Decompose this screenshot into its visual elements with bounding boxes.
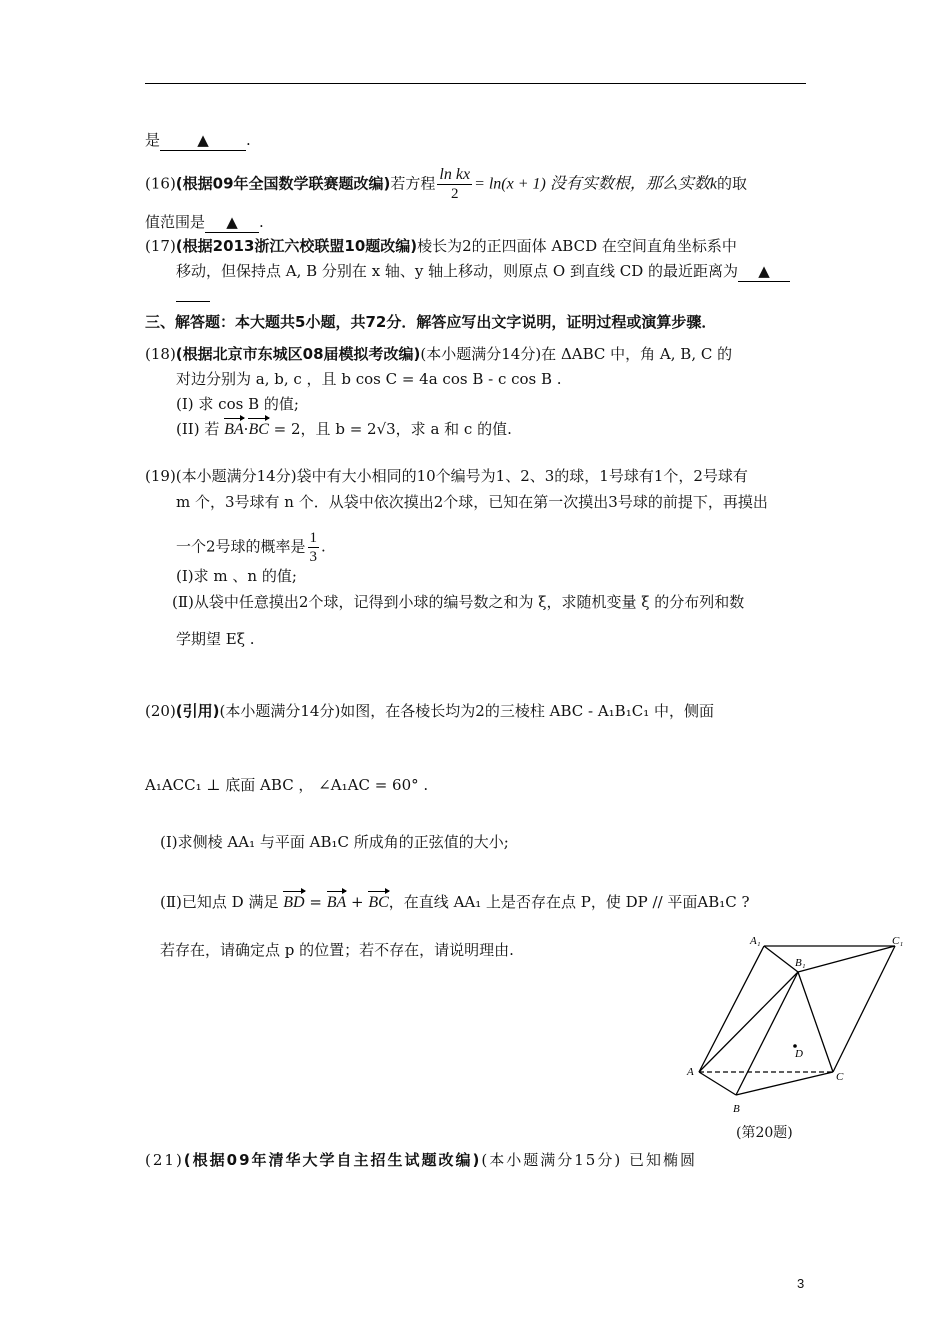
q19-line3: 一个2号球的概率是 $\frac{1}{3}$ . <box>176 530 326 565</box>
label-b1: B₁ <box>795 957 806 969</box>
q20-source: (引用) <box>175 702 220 720</box>
vector-ba: BA <box>224 421 244 438</box>
edge-a1a <box>699 946 764 1072</box>
section-heading: 三、解答题：本大题共5小题，共72分．解答应写出文字说明，证明过程或演算步骤． <box>145 313 717 331</box>
q17-line1: (17)(根据2013浙江六校联盟10题改编)棱长为2的正四面体 ABCD 在空间直角坐标系中 <box>145 237 737 255</box>
vector-ba: BA <box>326 894 347 911</box>
q19-line4: (Ⅰ)求 m 、n 的值; <box>176 567 297 585</box>
label-c1: C₁ <box>892 935 904 947</box>
q16-line2: 值范围是 ▲ . <box>145 213 264 231</box>
q20-line2: A₁ACC₁ ⊥ 底面 ABC ， ∠A₁AC = 60° . <box>145 776 429 794</box>
q20-line4: (Ⅱ)已知点 D 满足 BD = BA + BC，在直线 AA₁ 上是否存在点 P，使 DP // 平面AB₁C ? <box>160 893 750 911</box>
q18-line1: (18)(根据北京市东城区08届模拟考改编)(本小题满分14分)在 ΔABC 中，角 A, B, C 的 <box>145 345 733 363</box>
edge-b1b <box>736 972 798 1095</box>
edge-b1c <box>798 972 833 1072</box>
edge-c1c <box>833 946 895 1072</box>
q17-blank-cont <box>176 287 210 307</box>
edge-b1c1 <box>798 946 895 972</box>
label-d: D <box>795 1048 803 1060</box>
answer-blank: ▲ <box>205 212 259 233</box>
q17-line2: 移动，但保持点 A, B 分别在 x 轴、y 轴上移动，则原点 O 到直线 CD 的最近距离为 ▲ <box>176 261 790 282</box>
edge-ab <box>699 1072 736 1095</box>
q16-line1: (16)(根据09年全国数学联赛题改编)若方程 $\frac{\text{ln kx}}{2}$ = ln(x + 1) 没有实数根，那么实数k的取 <box>145 166 747 202</box>
label-a1: A₁ <box>750 935 761 947</box>
label-c: C <box>836 1071 844 1083</box>
answer-blank: ▲ <box>160 130 246 151</box>
q15-tail: 是 ▲ . <box>145 131 251 149</box>
q19-line1: (19)(本小题满分14分)袋中有大小相同的10个编号为1、2、3的球，1号球有1个，2号球有 <box>145 467 748 485</box>
q18-line3: (I) 求 cos B 的值; <box>176 395 299 413</box>
q16-fraction: $\frac{\text{ln kx}}{2}$ <box>439 166 471 202</box>
q19-fraction: $\frac{1}{3}$ <box>309 530 318 565</box>
q17-source: (根据2013浙江六校联盟10题改编) <box>175 237 418 255</box>
answer-blank: ▲ <box>738 261 790 282</box>
vector-bd: BD <box>283 894 305 911</box>
edge-b1a <box>699 972 798 1072</box>
vector-bc: BC <box>248 421 269 438</box>
header-rule <box>145 83 806 84</box>
q18-line4: (II) 若 BA·BC = 2，且 b = 2√3，求 a 和 c 的值. <box>176 420 512 438</box>
q20-line3: (Ⅰ)求侧棱 AA₁ 与平面 AB₁C 所成角的正弦值的大小; <box>160 833 509 851</box>
q19-line5: (Ⅱ)从袋中任意摸出2个球，记得到小球的编号数之和为 ξ，求随机变量 ξ 的分布列和数 <box>172 593 745 611</box>
vector-bc: BC <box>368 894 389 911</box>
label-a: A <box>687 1066 694 1078</box>
page-number: 3 <box>797 1276 805 1291</box>
q20-line1: (20)(引用)(本小题满分14分)如图，在各棱长均为2的三棱柱 ABC - A₁B₁C₁ 中，侧面 <box>145 702 714 720</box>
edge-a1b1 <box>764 946 798 972</box>
label-b: B <box>733 1103 740 1115</box>
q16-source: (根据09年全国数学联赛题改编) <box>175 174 391 193</box>
q21-line1: (21)(根据09年清华大学自主招生试题改编)(本小题满分15分) 已知椭圆 <box>145 1151 697 1169</box>
q19-line2: m 个，3号球有 n 个．从袋中依次摸出2个球，已知在第一次摸出3号球的前提下，再摸出 <box>176 493 768 511</box>
q21-source: (根据09年清华大学自主招生试题改编) <box>183 1151 482 1169</box>
q18-line2: 对边分别为 a, b, c ，且 b cos C = 4a cos B - c cos B . <box>176 370 562 388</box>
q20-line5: 若存在，请确定点 p 的位置；若不存在，请说明理由. <box>160 941 514 959</box>
q19-line6: 学期望 Eξ . <box>176 630 255 648</box>
prism-figure <box>680 932 910 1147</box>
figure-caption: (第20题) <box>736 1125 793 1141</box>
q18-source: (根据北京市东城区08届模拟考改编) <box>175 345 421 363</box>
edge-bc <box>736 1072 833 1095</box>
